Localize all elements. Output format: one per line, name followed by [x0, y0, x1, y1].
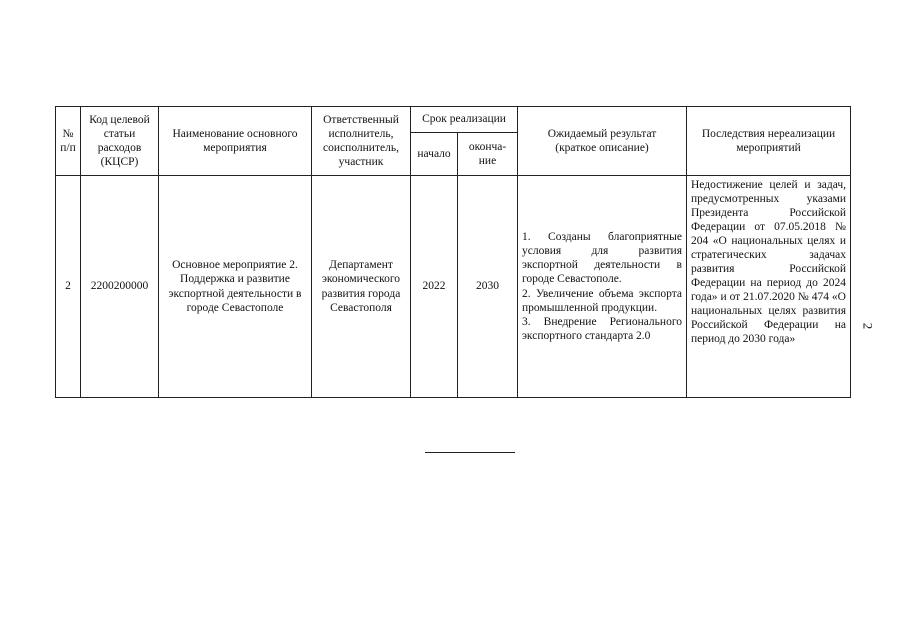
consequences-text: Недостижение целей и задач, предусмотренных указами Президента Российской Федерации от 07.05.2018 № 204 «О национальных целях и стратегических задачах развития Российской Федерации на период до 2024 года» и от 21.07.2020 № 474 «О национальных целях развития Российской Федерации на период до 2030 года» — [691, 179, 846, 346]
header-code: Код целевой статьи расходов (КЦСР) — [81, 107, 159, 176]
row-code: 2200200000 — [81, 176, 159, 398]
header-num: № п/п — [56, 107, 81, 176]
result-item-3: 3. Внедрение Регионального экспортного стандарта 2.0 — [522, 315, 682, 342]
header-period: Срок реализации — [411, 107, 518, 133]
header-period-start: начало — [411, 133, 458, 176]
row-num: 2 — [56, 176, 81, 398]
row-start-year: 2022 — [411, 176, 458, 398]
header-responsible: Ответственный исполнитель, соисполнитель, участник — [312, 107, 411, 176]
header-period-end: оконча- ние — [458, 133, 518, 176]
header-name: Наименование основного мероприятия — [159, 107, 312, 176]
measures-table — [55, 106, 851, 398]
result-item-2: 2. Увеличение объема экспорта промышленной продукции. — [522, 287, 682, 314]
result-item-1: 1. Созданы благоприятные условия для развития экспортной деятельности в городе Севастополе. — [522, 231, 682, 286]
header-result: Ожидаемый результат (краткое описание) — [518, 107, 687, 176]
footnote-divider — [425, 452, 515, 453]
header-row-1 — [56, 107, 851, 133]
header-consequences: Последствия нереализации мероприятий — [687, 107, 851, 176]
table-row — [56, 176, 851, 398]
row-responsible: Департамент экономического развития города Севастополя — [312, 176, 411, 398]
row-consequences — [687, 176, 851, 398]
row-end-year: 2030 — [458, 176, 518, 398]
row-expected-result — [518, 176, 687, 398]
row-name: Основное мероприятие 2. Поддержка и развитие экспортной деятельности в городе Севастополе — [159, 176, 312, 398]
page-number: 2 — [860, 322, 876, 330]
